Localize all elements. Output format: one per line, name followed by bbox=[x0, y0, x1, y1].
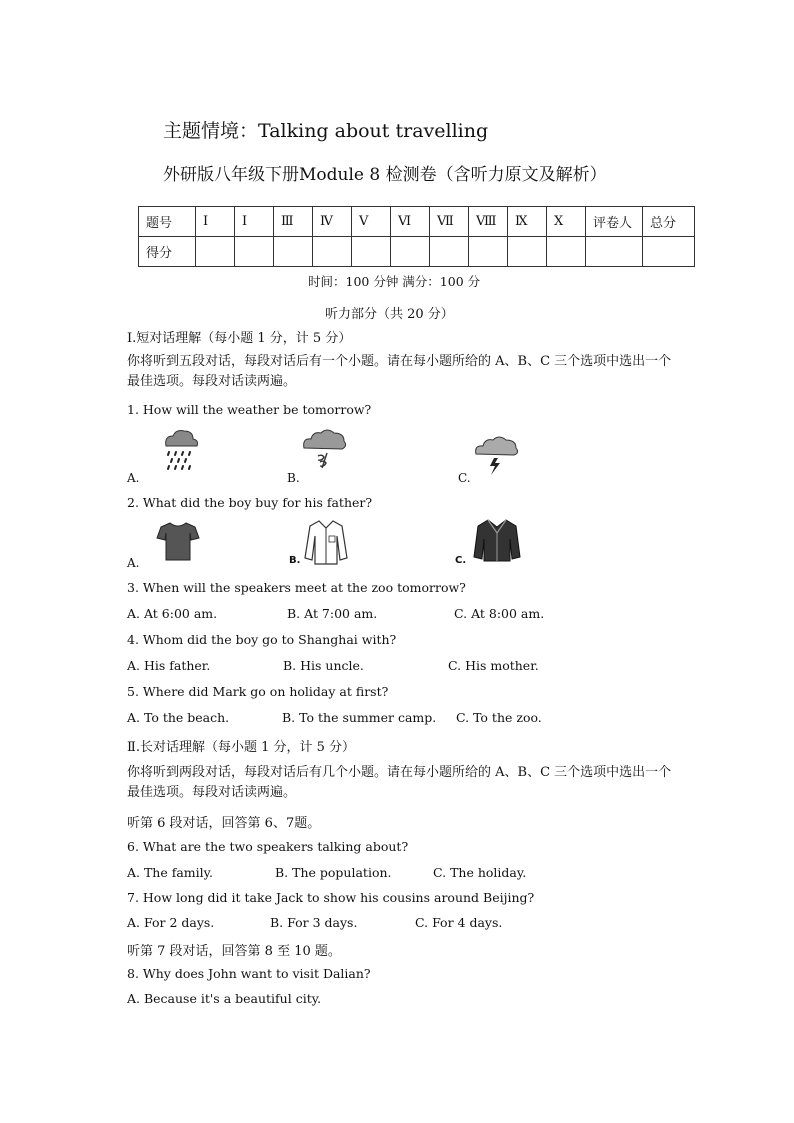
q6-option-c[interactable]: C. The holiday. bbox=[433, 865, 527, 880]
q4-option-a[interactable]: A. His father. bbox=[127, 658, 211, 673]
table-cell: 题号 bbox=[139, 207, 196, 237]
score-cell[interactable] bbox=[643, 237, 695, 267]
table-cell: 得分 bbox=[139, 237, 196, 267]
table-cell: Ⅳ bbox=[313, 207, 352, 237]
table-cell: 评卷人 bbox=[586, 207, 643, 237]
theme-heading: 主题情境：Talking about travelling bbox=[163, 120, 489, 142]
score-cell[interactable] bbox=[196, 237, 235, 267]
section1-instruction: 你将听到五段对话，每段对话后有一个小题。请在每小题所给的 A、B、C 三个选项中选出一个最佳选项。每段对话读两遍。 bbox=[127, 354, 672, 389]
section2-sub1: 听第 6 段对话，回答第 6、7题。 bbox=[127, 816, 321, 831]
table-cell: Ⅹ bbox=[547, 207, 586, 237]
q6-option-b[interactable]: B. The population. bbox=[275, 865, 392, 880]
score-cell[interactable] bbox=[508, 237, 547, 267]
question-7: 7. How long did it take Jack to show his cousins around Beijing? bbox=[127, 890, 535, 905]
score-cell[interactable] bbox=[469, 237, 508, 267]
t-shirt-icon bbox=[156, 520, 200, 562]
table-cell: Ⅵ bbox=[391, 207, 430, 237]
table-cell: Ⅶ bbox=[430, 207, 469, 237]
q4-option-c[interactable]: C. His mother. bbox=[448, 658, 539, 673]
q6-option-a[interactable]: A. The family. bbox=[127, 865, 214, 880]
shirt-icon bbox=[303, 518, 349, 566]
score-cell[interactable] bbox=[586, 237, 643, 267]
q3-option-c[interactable]: C. At 8:00 am. bbox=[454, 606, 545, 621]
q5-option-b[interactable]: B. To the summer camp. bbox=[282, 710, 437, 725]
thunderstorm-icon bbox=[472, 434, 520, 476]
score-cell[interactable] bbox=[235, 237, 274, 267]
table-cell: Ⅷ bbox=[469, 207, 508, 237]
table-cell: Ⅸ bbox=[508, 207, 547, 237]
table-cell: Ⅲ bbox=[274, 207, 313, 237]
score-cell[interactable] bbox=[430, 237, 469, 267]
score-cell[interactable] bbox=[391, 237, 430, 267]
document-title: 外研版八年级下册Module 8 检测卷（含听力原文及解析） bbox=[163, 165, 607, 185]
jacket-icon bbox=[472, 517, 522, 563]
part-title: 听力部分（共 20 分） bbox=[325, 307, 454, 322]
q4-option-b[interactable]: B. His uncle. bbox=[283, 658, 364, 673]
q3-option-a[interactable]: A. At 6:00 am. bbox=[127, 606, 218, 621]
q2-option-c-label: C. bbox=[455, 555, 467, 566]
table-cell: 总分 bbox=[643, 207, 695, 237]
score-table bbox=[138, 206, 695, 267]
table-cell: Ⅴ bbox=[352, 207, 391, 237]
q1-option-c-label: C. bbox=[458, 471, 471, 485]
question-3: 3. When will the speakers meet at the zoo tomorrow? bbox=[127, 580, 466, 595]
question-2: 2. What did the boy buy for his father? bbox=[127, 495, 373, 510]
question-8: 8. Why does John want to visit Dalian? bbox=[127, 966, 371, 981]
rain-cloud-icon bbox=[160, 428, 200, 472]
exam-meta: 时间：100 分钟 满分：100 分 bbox=[308, 274, 481, 289]
question-6: 6. What are the two speakers talking about? bbox=[127, 839, 409, 854]
score-table-header-row bbox=[139, 207, 695, 237]
score-cell[interactable] bbox=[274, 237, 313, 267]
wind-cloud-icon bbox=[300, 428, 348, 472]
question-1: 1. How will the weather be tomorrow? bbox=[127, 402, 372, 417]
score-cell[interactable] bbox=[352, 237, 391, 267]
question-4: 4. Whom did the boy go to Shanghai with? bbox=[127, 632, 397, 647]
q2-option-a-label: A. bbox=[127, 556, 140, 570]
table-cell: Ⅰ bbox=[235, 207, 274, 237]
q2-option-b-label: B. bbox=[289, 555, 301, 566]
section2-instruction: 你将听到两段对话，每段对话后有几个小题。请在每小题所给的 A、B、C 三个选项中选出一个最佳选项。每段对话读两遍。 bbox=[127, 765, 672, 800]
table-cell: Ⅰ bbox=[196, 207, 235, 237]
score-cell[interactable] bbox=[547, 237, 586, 267]
section2-sub2: 听第 7 段对话，回答第 8 至 10 题。 bbox=[127, 944, 341, 959]
q7-option-c[interactable]: C. For 4 days. bbox=[415, 915, 503, 930]
q8-option-a[interactable]: A. Because it's a beautiful city. bbox=[127, 991, 322, 1006]
q5-option-c[interactable]: C. To the zoo. bbox=[456, 710, 542, 725]
q7-option-b[interactable]: B. For 3 days. bbox=[270, 915, 358, 930]
section2-heading: Ⅱ.长对话理解（每小题 1 分，计 5 分） bbox=[127, 740, 356, 755]
q1-option-b-label: B. bbox=[287, 471, 300, 485]
score-table-score-row bbox=[139, 237, 695, 267]
q1-option-a-label: A. bbox=[127, 471, 140, 485]
q5-option-a[interactable]: A. To the beach. bbox=[127, 710, 230, 725]
score-cell[interactable] bbox=[313, 237, 352, 267]
section1-heading: Ⅰ.短对话理解（每小题 1 分，计 5 分） bbox=[127, 331, 352, 346]
question-5: 5. Where did Mark go on holiday at first? bbox=[127, 684, 389, 699]
q3-option-b[interactable]: B. At 7:00 am. bbox=[287, 606, 378, 621]
q7-option-a[interactable]: A. For 2 days. bbox=[127, 915, 215, 930]
